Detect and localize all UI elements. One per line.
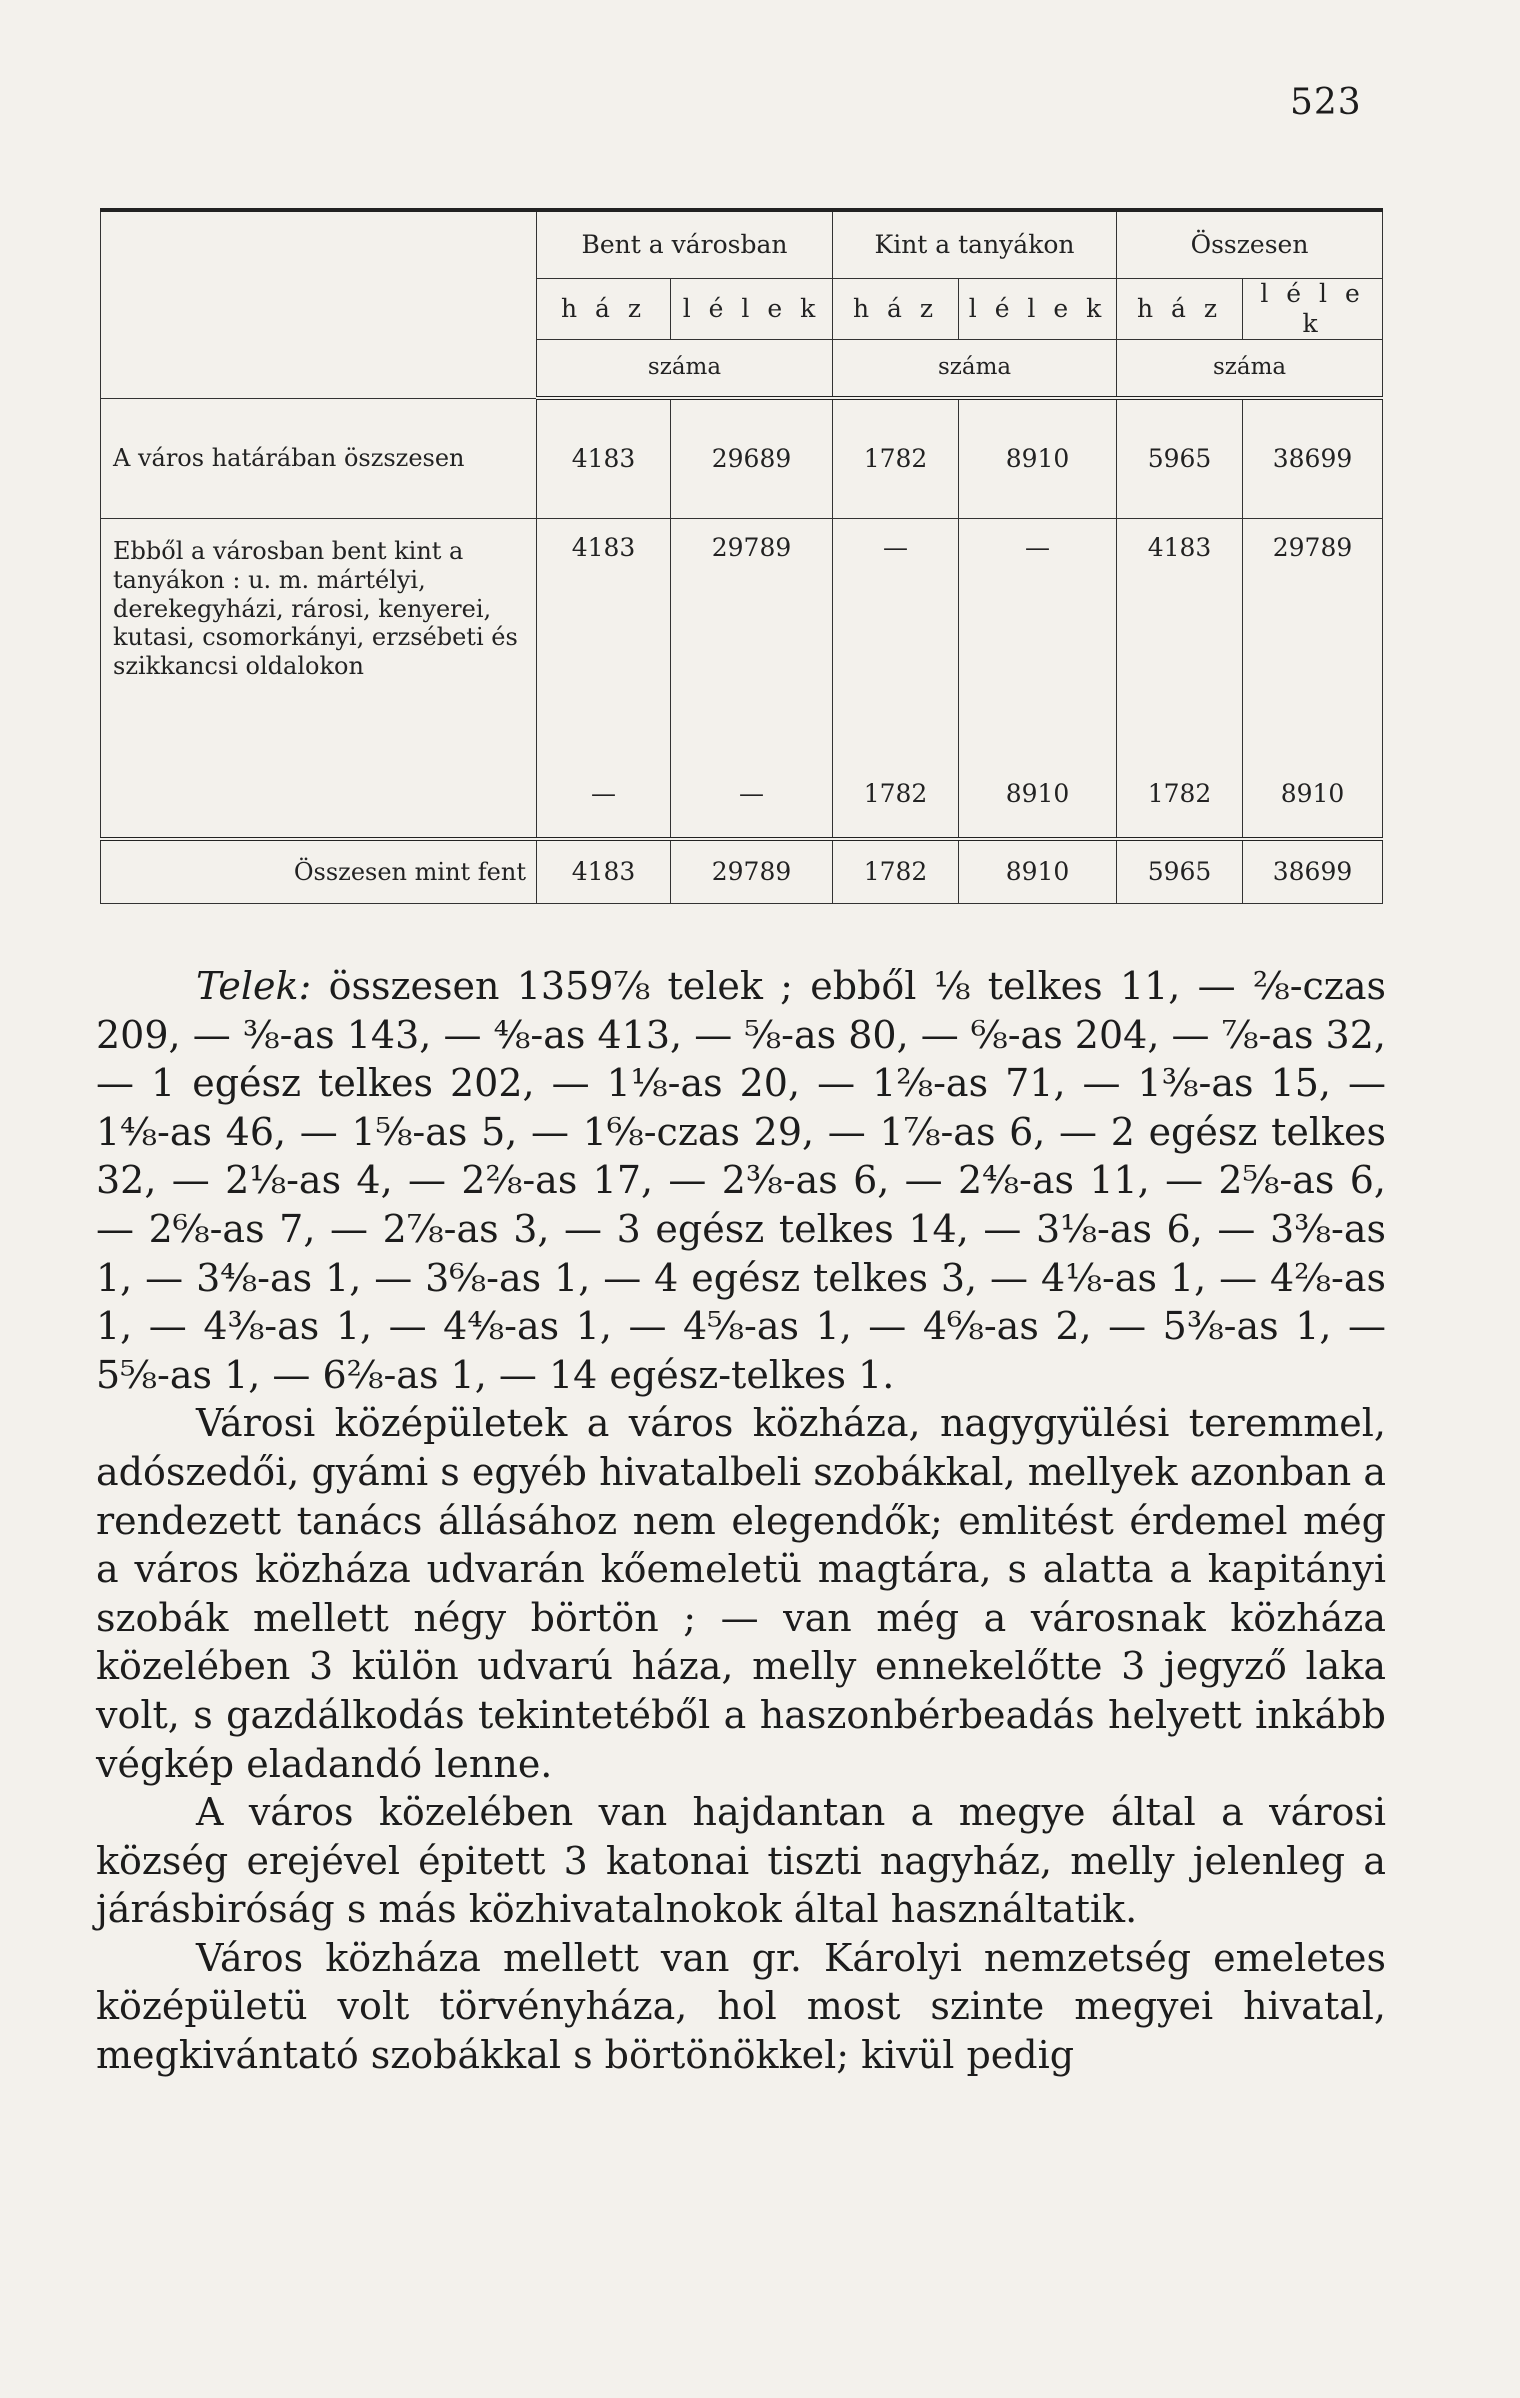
table-cell: 4183 [537,398,671,519]
cell-bottom: 1782 [1147,779,1212,808]
header-szama: száma [833,340,1117,399]
table-cell: 4183 [537,839,671,904]
row-label: A város határában öszszesen [101,398,537,519]
paragraph-lead: Telek: [196,964,312,1008]
table-cell [671,519,833,840]
cell-top: 4183 [1147,533,1212,562]
table-cell [537,519,671,840]
cell-top: 4183 [571,533,636,562]
cell-top: 29789 [1272,533,1353,562]
body-text [96,962,1386,2080]
cell-bottom: 8910 [1280,779,1345,808]
header-osszesen: Összesen [1117,210,1383,279]
cell-top: 29789 [711,533,792,562]
table-cell: 1782 [833,398,959,519]
header-haz: h á z [833,279,959,340]
table-header-row-groups [101,210,1383,279]
paragraph-telek [96,962,1386,1399]
row-label: Összesen mint fent [101,839,537,904]
table-corner [101,210,537,398]
table-cell: 29689 [671,398,833,519]
table-row [101,519,1383,840]
row-label: Ebből a városban bent kint a tanyákon : u. m. mártélyi, derekegyházi, rárosi, kenyerei, kutasi, csomorkányi, erzsébeti és szikkancsi oldalokon [101,519,537,840]
table-cell: 1782 [833,839,959,904]
table-cell: 5965 [1117,398,1243,519]
header-haz: h á z [1117,279,1243,340]
header-lelek: l é l e k [959,279,1117,340]
table-cell: 5965 [1117,839,1243,904]
header-szama: száma [1117,340,1383,399]
table-cell: 8910 [959,839,1117,904]
table-cell [1117,519,1243,840]
header-bent-a-varosban: Bent a városban [537,210,833,279]
table-cell [1243,519,1383,840]
header-haz: h á z [537,279,671,340]
table-cell: 38699 [1243,839,1383,904]
paragraph: A város közelében van hajdantan a megye által a városi község erejével épitett 3 katonai tiszti nagyház, melly jelenleg a járásbiróság s más közhivatalnokok által használtatik. [96,1790,1386,1932]
paragraph: Város közháza mellett van gr. Károlyi nemzetség emeletes középületü volt törvényháza, hol most szinte megyei hivatal, megkivántató szobákkal s börtönökkel; kivül pedig [96,1935,1386,2078]
page-number: 523 [1290,82,1362,123]
header-kint-a-tanyakon: Kint a tanyákon [833,210,1117,279]
cell-bottom: — [591,779,616,808]
cell-top: — [883,533,909,562]
statistics-table [100,208,1383,904]
table-row-total [101,839,1383,904]
table-cell [959,519,1117,840]
table-row [101,398,1383,519]
table-cell [833,519,959,840]
header-szama: száma [537,340,833,399]
cell-bottom: 1782 [863,779,928,808]
paragraph: Városi középületek a város közháza, nagygyülési teremmel, adószedői, gyámi s egyéb hivatalbeli szobákkal, mellyek azonban a rendezett tanács állásához nem elegendők; emlitést érdemel még a város közháza udvarán kőemeletü magtára, s alatta a kapitányi szobák mellett négy börtön ; — van még a városnak közháza közelében 3 külön udvarú háza, melly ennekelőtte 3 jegyző laka volt, s gazdálkodás tekintetéből a haszonbérbeadás helyett inkább végkép eladandó lenne. [96,1401,1386,1786]
cell-top: — [1025,533,1051,562]
cell-bottom: — [739,779,764,808]
cell-bottom: 8910 [1005,779,1070,808]
header-lelek: l é l e k [671,279,833,340]
table-cell: 38699 [1243,398,1383,519]
table-cell: 29789 [671,839,833,904]
header-lelek: l é l e k [1243,279,1383,340]
paragraph-text: összesen 1359⁷⁄₈ telek ; ebből ¹⁄₈ telkes 11, — ²⁄₈-czas 209, — ³⁄₈-as 143, — ⁴⁄₈-as 413, — ⁵⁄₈-as 80, — ⁶⁄₈-as 204, — ⁷⁄₈-as 32, — 1 egész telkes 202, — 1¹⁄₈-as 20, — 1²⁄₈-as 71, — 1³⁄₈-as 15, — 1⁴⁄₈-as 46, — 1⁵⁄₈-as 5, — 1⁶⁄₈-czas 29, — 1⁷⁄₈-as 6, — 2 egész telkes 32, — 2¹⁄₈-as 4, — 2²⁄₈-as 17, — 2³⁄₈-as 6, — 2⁴⁄₈-as 11, — 2⁵⁄₈-as 6, — 2⁶⁄₈-as 7, — 2⁷⁄₈-as 3, — 3 egész telkes 14, — 3¹⁄₈-as 6, — 3³⁄₈-as 1, — 3⁴⁄₈-as 1, — 3⁶⁄₈-as 1, — 4 egész telkes 3, — 4¹⁄₈-as 1, — 4²⁄₈-as 1, — 4³⁄₈-as 1, — 4⁴⁄₈-as 1, — 4⁵⁄₈-as 1, — 4⁶⁄₈-as 2, — 5³⁄₈-as 1, — 5⁵⁄₈-as 1, — 6²⁄₈-as 1, — 14 egész-telkes 1. [96,964,1386,1397]
table-cell: 8910 [959,398,1117,519]
